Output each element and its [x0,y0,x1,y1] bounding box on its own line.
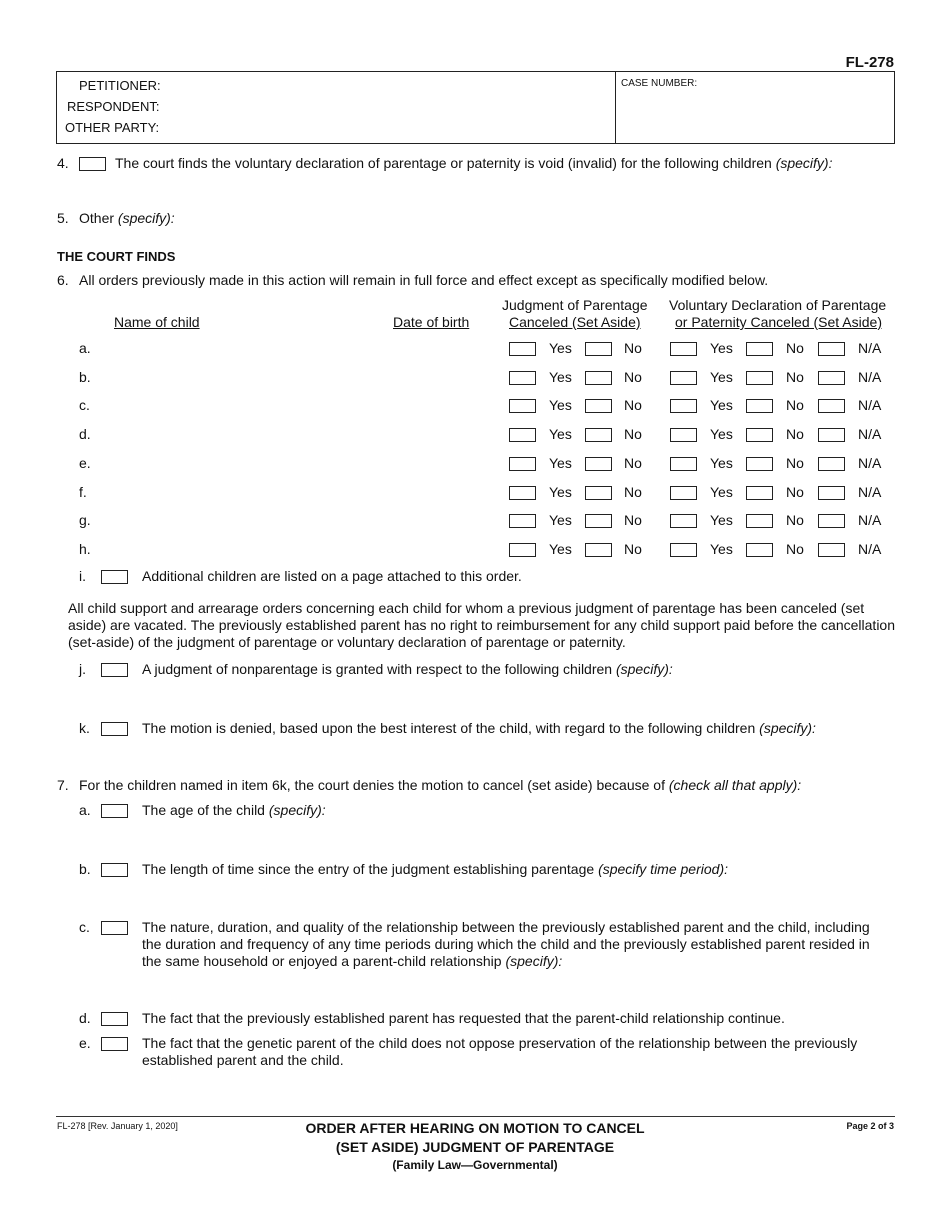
item7c-text: The nature, duration, and quality of the relationship between the previously established parent and the child, including the duration and frequency of any time periods during which the child and the previously established parent resided in the same household or enjoyed a parent-child relationship [142,919,870,969]
footer-title-line2: (SET ASIDE) JUDGMENT OF PARENTAGE [335,1139,615,1155]
item4-checkbox[interactable] [79,157,106,171]
item4-text: The court finds the voluntary declaration of parentage or paternity is void (invalid) for the following children [115,155,772,171]
item7c-checkbox[interactable] [101,921,128,935]
item6j-text: A judgment of nonparentage is granted with respect to the following children [142,661,613,677]
vdp-yes-checkbox[interactable] [670,399,697,413]
vdp-yes-label: Yes [710,455,733,471]
vdp-yes-checkbox[interactable] [670,371,697,385]
vacated-orders-paragraph: All child support and arrearage orders concerning each child for whom a previous judgment of parentage has been canceled (set aside) are vacated. The previously established parent has no right to reimbursement for any child support paid before the cancellation (set-aside) of the judgment of parentage or voluntary declaration of parentage or paternity. [68,600,895,650]
judgment-yes-checkbox[interactable] [509,543,536,557]
vdp-yes-label: Yes [710,512,733,528]
item7d-text: The fact that the previously established parent has requested that the parent-child relationship continue. [142,1010,785,1026]
vdp-yes-label: Yes [710,541,733,557]
vdp-yes-checkbox[interactable] [670,428,697,442]
item6i-text: Additional children are listed on a page attached to this order. [142,568,522,584]
item6j-text-line [142,661,673,677]
form-id: FL-278 [845,54,894,71]
judgment-no-label: No [624,426,642,442]
item7e-text: The fact that the genetic parent of the child does not oppose preservation of the relationship between the previously established parent and the child. [142,1035,858,1068]
judgment-yes-checkbox[interactable] [509,514,536,528]
item6k-checkbox[interactable] [101,722,128,736]
item5-text: Other [79,210,115,226]
item5-specify: (specify): [117,210,175,226]
vdp-no-checkbox[interactable] [746,514,773,528]
judgment-yes-checkbox[interactable] [509,428,536,442]
item7e-checkbox[interactable] [101,1037,128,1051]
col-judgment-line2: Canceled (Set Aside) [509,314,641,330]
child-row-letter: d. [79,426,91,442]
item4-number: 4. [57,155,69,171]
item7-check-all: (check all that apply): [668,777,802,793]
vdp-na-label: N/A [858,397,882,413]
vdp-na-checkbox[interactable] [818,457,845,471]
section-heading: THE COURT FINDS [57,249,176,264]
vdp-yes-checkbox[interactable] [670,486,697,500]
item6k-letter: k. [79,720,90,736]
judgment-yes-label: Yes [549,397,572,413]
child-row-letter: b. [79,369,91,385]
item7b-letter: b. [79,861,91,877]
vdp-na-label: N/A [858,455,882,471]
vdp-no-checkbox[interactable] [746,371,773,385]
vdp-yes-label: Yes [710,397,733,413]
vdp-na-checkbox[interactable] [818,371,845,385]
vdp-no-label: No [786,426,804,442]
vdp-na-checkbox[interactable] [818,543,845,557]
footer-page: Page 2 of 3 [846,1121,894,1131]
other-party-label: OTHER PARTY: [65,120,160,135]
judgment-yes-label: Yes [549,541,572,557]
judgment-no-label: No [624,455,642,471]
footer-title [225,1119,725,1174]
vdp-yes-label: Yes [710,369,733,385]
judgment-no-label: No [624,340,642,356]
item4-specify: (specify): [775,155,833,171]
vdp-no-checkbox[interactable] [746,428,773,442]
item6j-specify: (specify): [615,661,673,677]
vdp-no-label: No [786,541,804,557]
col-date-of-birth: Date of birth [393,314,470,330]
vdp-yes-checkbox[interactable] [670,342,697,356]
judgment-yes-checkbox[interactable] [509,486,536,500]
judgment-yes-checkbox[interactable] [509,342,536,356]
vdp-yes-label: Yes [710,484,733,500]
col-vdp-line2: or Paternity Canceled (Set Aside) [675,314,882,330]
item7b-text-line [142,861,728,877]
item6j-letter: j. [79,661,86,677]
vdp-yes-label: Yes [710,340,733,356]
judgment-yes-label: Yes [549,426,572,442]
judgment-yes-label: Yes [549,512,572,528]
footer-rule [56,1116,895,1117]
vdp-yes-checkbox[interactable] [670,514,697,528]
vdp-no-checkbox[interactable] [746,342,773,356]
item6-text: All orders previously made in this action will remain in full force and effect except as specifically modified below. [79,272,769,288]
respondent-label: RESPONDENT: [67,99,160,114]
vdp-no-checkbox[interactable] [746,543,773,557]
item7a-checkbox[interactable] [101,804,128,818]
child-row-letter: c. [79,397,90,413]
col-name-of-child: Name of child [114,314,200,330]
judgment-yes-label: Yes [549,455,572,471]
child-row-letter: e. [79,455,91,471]
vdp-no-label: No [786,340,804,356]
item7-number: 7. [57,777,69,793]
vdp-na-checkbox[interactable] [818,486,845,500]
item5-text-line [79,210,175,226]
judgment-no-label: No [624,512,642,528]
footer-title-line3: (Family Law—Governmental) [392,1158,558,1172]
item7c-specify: (specify): [505,953,563,969]
vdp-no-checkbox[interactable] [746,399,773,413]
item4-text-line [115,155,832,171]
case-number-label: CASE NUMBER: [621,78,698,89]
vdp-na-checkbox[interactable] [818,514,845,528]
vdp-na-label: N/A [858,369,882,385]
item7-text-line [79,777,801,793]
item6k-text-line [142,720,816,736]
judgment-yes-checkbox[interactable] [509,371,536,385]
vdp-yes-checkbox[interactable] [670,457,697,471]
vdp-na-label: N/A [858,484,882,500]
judgment-no-checkbox[interactable] [585,428,612,442]
item7a-letter: a. [79,802,91,818]
judgment-yes-checkbox[interactable] [509,399,536,413]
vdp-no-label: No [786,397,804,413]
judgment-yes-label: Yes [549,484,572,500]
vdp-yes-label: Yes [710,426,733,442]
caption-box [56,71,895,144]
judgment-yes-label: Yes [549,340,572,356]
footer-rev: FL-278 [Rev. January 1, 2020] [57,1121,178,1131]
vdp-na-label: N/A [858,512,882,528]
judgment-yes-label: Yes [549,369,572,385]
child-row-letter: f. [79,484,87,500]
vdp-na-label: N/A [858,541,882,557]
item7b-text: The length of time since the entry of the judgment establishing parentage [142,861,595,877]
item6k-specify: (specify): [759,720,816,736]
judgment-no-checkbox[interactable] [585,399,612,413]
item6i-letter: i. [79,568,86,584]
item6-number: 6. [57,272,69,288]
footer-title-line1: ORDER AFTER HEARING ON MOTION TO CANCEL [305,1120,645,1136]
item6i-checkbox[interactable] [101,570,128,584]
item7d-checkbox[interactable] [101,1012,128,1026]
item7b-specify: (specify time period): [598,861,728,877]
item6k-text: The motion is denied, based upon the best interest of the child, with regard to the following children [142,720,756,736]
judgment-no-label: No [624,397,642,413]
judgment-no-checkbox[interactable] [585,486,612,500]
item7d-letter: d. [79,1010,91,1026]
col-vdp-line1: Voluntary Declaration of Parentage [669,297,887,313]
item7a-text: The age of the child [142,802,265,818]
vdp-na-checkbox[interactable] [818,428,845,442]
judgment-no-label: No [624,541,642,557]
col-judgment-line1: Judgment of Parentage [502,297,648,313]
item7e-letter: e. [79,1035,91,1051]
vdp-na-checkbox[interactable] [818,342,845,356]
judgment-no-label: No [624,484,642,500]
judgment-no-checkbox[interactable] [585,371,612,385]
judgment-no-checkbox[interactable] [585,543,612,557]
item7c-letter: c. [79,919,90,935]
vdp-no-checkbox[interactable] [746,486,773,500]
judgment-yes-checkbox[interactable] [509,457,536,471]
item7c-text-block [142,919,877,970]
vdp-na-label: N/A [858,426,882,442]
vdp-no-label: No [786,455,804,471]
vdp-na-checkbox[interactable] [818,399,845,413]
item7a-text-line [142,802,326,818]
vdp-no-label: No [786,369,804,385]
child-row-letter: g. [79,512,91,528]
petitioner-label: PETITIONER: [79,78,161,93]
vdp-no-checkbox[interactable] [746,457,773,471]
vdp-yes-checkbox[interactable] [670,543,697,557]
vdp-no-label: No [786,484,804,500]
judgment-no-label: No [624,369,642,385]
child-row-letter: a. [79,340,91,356]
item7b-checkbox[interactable] [101,863,128,877]
judgment-no-checkbox[interactable] [585,457,612,471]
item7a-specify: (specify): [268,802,326,818]
caption-divider [615,72,616,143]
child-row-letter: h. [79,541,91,557]
judgment-no-checkbox[interactable] [585,514,612,528]
vdp-na-label: N/A [858,340,882,356]
item6j-checkbox[interactable] [101,663,128,677]
item5-number: 5. [57,210,69,226]
judgment-no-checkbox[interactable] [585,342,612,356]
item7-text: For the children named in item 6k, the court denies the motion to cancel (set aside) because of [79,777,665,793]
vdp-no-label: No [786,512,804,528]
